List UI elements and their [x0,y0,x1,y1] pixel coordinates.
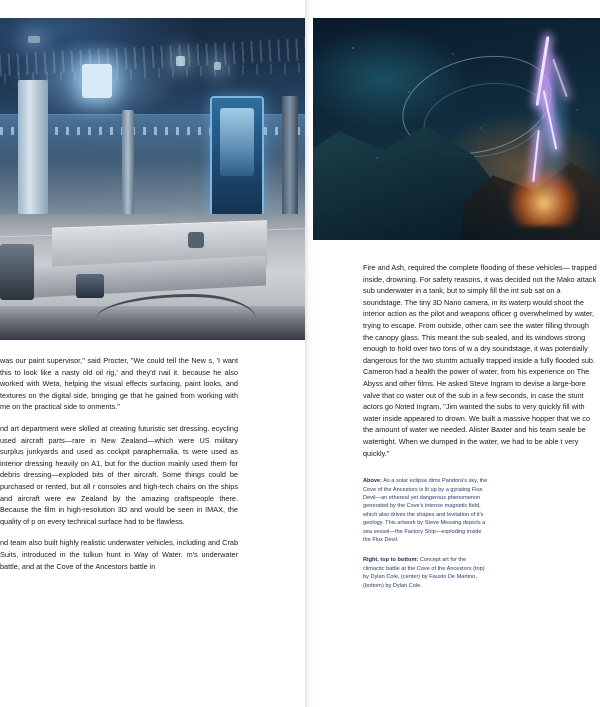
caption-above [363,477,489,544]
paragraph: Fire and Ash, required the complete flooding of these vehicles— trapped inside, drowning. For safety reasons, it was decided not the Mako attack sub underwater in a tank, but to simply fill the int sub sat on a soundstage. The tiny 3D Nano camera, in its waterp would shoot the interior action as the pilot and weapons officer g overwhelmed by water, trying to escape. From outside, other cam see the water filling through the canopy glass. This meant the sub sealed, and its windows strong enough to hold over two tons of w a dry soundstage, it was potentially dangerous for the two stuntm actually trapped inside a fully flooded sub. Cameron had a health the power of water, from his experience on The Abyss and other films. He asked Steve Ingram to devise a large-bore valve that co water out of the sub in a few seconds, in case the stunt actors go Noted Ingram, "Jim wanted the subs to very quickly fill with water inside appeared to drown. We built a massive hopper that we co the amount of water we needed. Alister Baxter and his team seale be watertight. When we dumped in the water, we had to be able t very quickly." [363,263,597,458]
floating-particles [313,18,600,240]
paragraph: was our paint supervisor," said Procter, "We could tell the New s, 'I want this to look like a nasty old oil rig,' and they'd nail it. because he also worked with Weta, helping the visual effects surfacing, paint looks, and textures on the digital side, bringing ge that he gained from working with me on the practical side to onments." [0,356,238,412]
caption-lead-label: Above: [363,478,382,485]
set-prop [188,232,204,248]
set-prop [76,274,104,298]
stage-lamp-icon [214,62,221,70]
right-page-body-text [363,262,600,459]
pod-glass-panel [220,108,254,176]
paragraph: nd art department were skilled at creating futuristic set dressing. ecycling used aircraft parts—rare in New Zealand—which were US military surplus junkyards and used as cockpit paraphernalia. ts were used as interior dressing heavily on A1, but for the duction mainly used them for debris dressing—exploded bits of ther aircraft. Some things could be purchased or rented, but all r consoles and high-tech chairs on the ships and aircraft were ew Zealand by the amazing craftspeople there. Because the film in high-resolution 3D and would be seen in IMAX, the quality of p on every technical surface had to be flawless. [0,423,238,526]
caption-text: Concept art for the climactic battle at the Cove of the Ancestors (top) by Dylan Cole, (center) by Fausto De Martino, (bottom) by Dylan Cole. [363,557,485,589]
glowing-pod-structure [210,96,264,218]
paragraph: nd team also built highly realistic underwater vehicles, including and Crab Suits, introduced in the tulkun hunt in Way of Water. m's underwater battle, and at the Cove of the Ancestors battle in [0,538,238,571]
soundstage-set-photo [0,18,305,340]
left-page-body-text [0,355,238,572]
stage-lamp-icon [82,64,112,98]
right-page-column [363,262,600,590]
set-column [122,110,134,228]
foreground-shadow [0,306,305,340]
caption-text: As a solar eclipse dims Pandora's sky, the Cove of the Ancestors is lit up by a gyrating Flux Devil—an ethereal yet dangerous phenomenon generated by the Cove's intense magnetic field, which also drives the shapes and levitation of it's geology. This artwork by Steve Messing depicts a sea vessel—the Factory Ship—exploding inside the Flux Devil. [363,478,488,543]
caption-lead-label: Right, top to bottom: [363,557,419,564]
flux-devil-concept-art [313,18,600,240]
stage-lamp-icon [28,36,40,43]
stage-lamp-icon [176,56,185,66]
caption-right [363,556,489,590]
set-prop [0,244,34,300]
